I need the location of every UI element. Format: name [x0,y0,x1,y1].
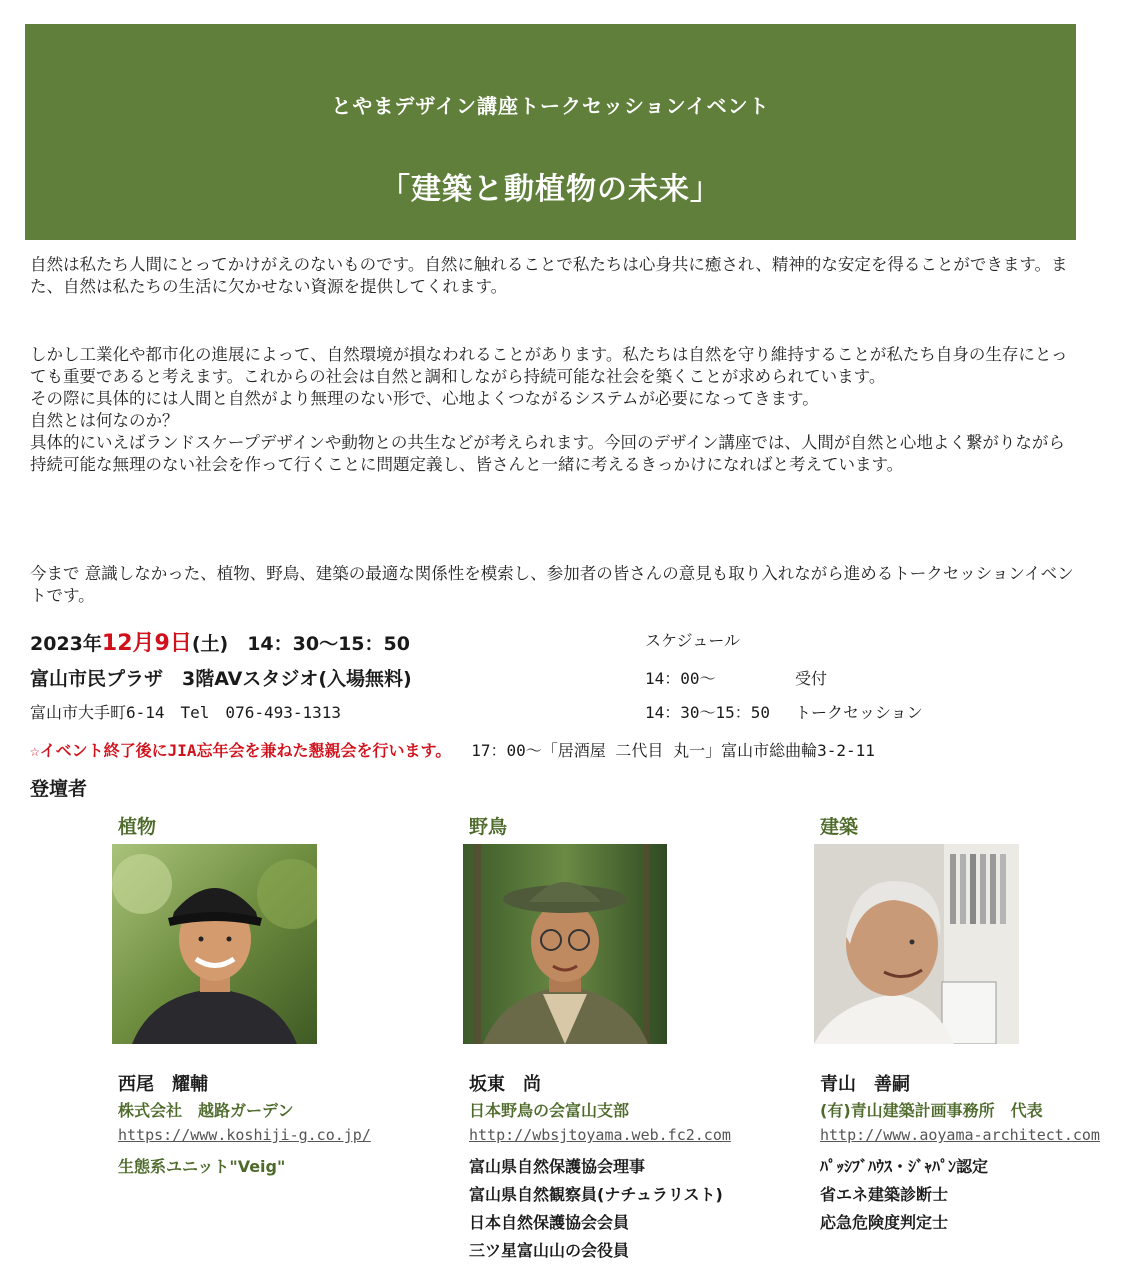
speaker-name: 坂東 尚 [469,1074,541,1095]
event-year: 2023年 [30,633,102,655]
event-series-title: とやまデザイン講座トークセッションイベント [331,94,770,118]
schedule-label: トークセッション [795,703,923,722]
speaker-role: 省エネ建築診断士 [820,1185,949,1204]
speaker-photo [814,844,1019,1044]
speaker-website-link[interactable]: https://www.koshiji-g.co.jp/ [118,1126,371,1144]
speaker-card-architecture [814,812,1142,1238]
afterparty-detail: 17：00～「居酒屋 二代目 丸一」富山市総曲輪3-2-11 [471,741,875,760]
speaker-photo [463,844,667,1044]
speaker-role: 日本自然保護協会会員 [469,1213,630,1232]
event-address: 富山市大手町6-14 Tel 076-493-1313 [30,703,342,722]
speaker-name: 青山 善嗣 [820,1074,910,1095]
schedule-time: 14：30～15：50 [645,703,771,722]
event-day: 12月9日 [101,631,192,656]
speaker-organization: (有)青山建築計画事務所 代表 [820,1101,1043,1120]
schedule-title: スケジュール [645,631,741,650]
speaker-name: 西尾 耀輔 [118,1074,208,1095]
speaker-category: 建築 [820,816,859,838]
schedule-time: 14：00～ [645,669,716,688]
speaker-role: ﾊﾟｯｼﾌﾞﾊｳｽ・ｼﾞｬﾊﾟﾝ認定 [820,1157,989,1176]
portrait-illustration [112,844,317,1044]
afterparty-notice [30,738,875,761]
speaker-role: 富山県自然保護協会理事 [469,1157,646,1176]
speaker-organization: 日本野鳥の会富山支部 [469,1101,630,1120]
schedule-row [645,700,923,723]
intro-paragraph-3: 今まで 意識しなかった、植物、野鳥、建築の最適な関係性を模索し、参加者の皆さんの意見も取り入れながら進めるトークセッションイベントです。 [30,564,1074,605]
portrait-illustration [463,844,667,1044]
speaker-card-plants [112,812,442,1182]
header-banner [25,24,1076,240]
speaker-website-link[interactable]: http://www.aoyama-architect.com [820,1126,1100,1144]
schedule-label: 受付 [795,669,828,688]
speaker-website-link[interactable]: http://wbsjtoyama.web.fc2.com [469,1126,731,1144]
intro-paragraph-2: しかし工業化や都市化の進展によって、自然環境が損なわれることがあります。私たちは自然を守り維持することが私たち自身の生存にとっても重要であると考えます。これからの社会は自然と調和しながら持続可能な社会を築くことが求められています。 その際に具体的には人間と自然がより無理のない形で、心地よくつながるシステムが必要になってきます。 自然とは何なのか？ 具体的にいえばランドスケープデザインや動物との共生などが考えられます。今回のデザイン講座では、人間が自然と心地よく繋がりながら持続可能な無理のない社会を作って行くことに問題定義し、皆さんと一緒に考えるきっかけになればと考えています。 [30,345,1068,474]
afterparty-announcement: ☆イベント終了後にJIA忘年会を兼ねた懇親会を行います。 [30,741,452,760]
speaker-category: 野鳥 [469,816,508,838]
speaker-photo [112,844,317,1044]
speaker-role: 三ツ星富山山の会役員 [469,1241,630,1260]
speaker-role: 応急危険度判定士 [820,1213,949,1232]
event-date [30,626,410,657]
event-time: (土) 14：30～15：50 [191,633,410,655]
speaker-category: 植物 [118,816,157,838]
speakers-heading: 登壇者 [30,778,88,800]
schedule-row [645,666,827,689]
event-venue: 富山市民プラザ 3階AVスタジオ(入場無料) [30,668,412,690]
speaker-role: 富山県自然観察員(ナチュラリスト) [469,1185,723,1204]
speaker-organization: 株式会社 越路ガーデン [118,1101,294,1120]
speaker-role: 生態系ユニット"Veig" [118,1157,286,1176]
event-title: 「建築と動植物の未来」 [380,172,721,207]
portrait-illustration [814,844,1019,1044]
intro-paragraph-1: 自然は私たち人間にとってかけがえのないものです。自然に触れることで私たちは心身共に癒され、精神的な安定を得ることができます。また、自然は私たちの生活に欠かせない資源を提供してくれます。 [30,255,1068,296]
speaker-card-birds [463,812,793,1266]
